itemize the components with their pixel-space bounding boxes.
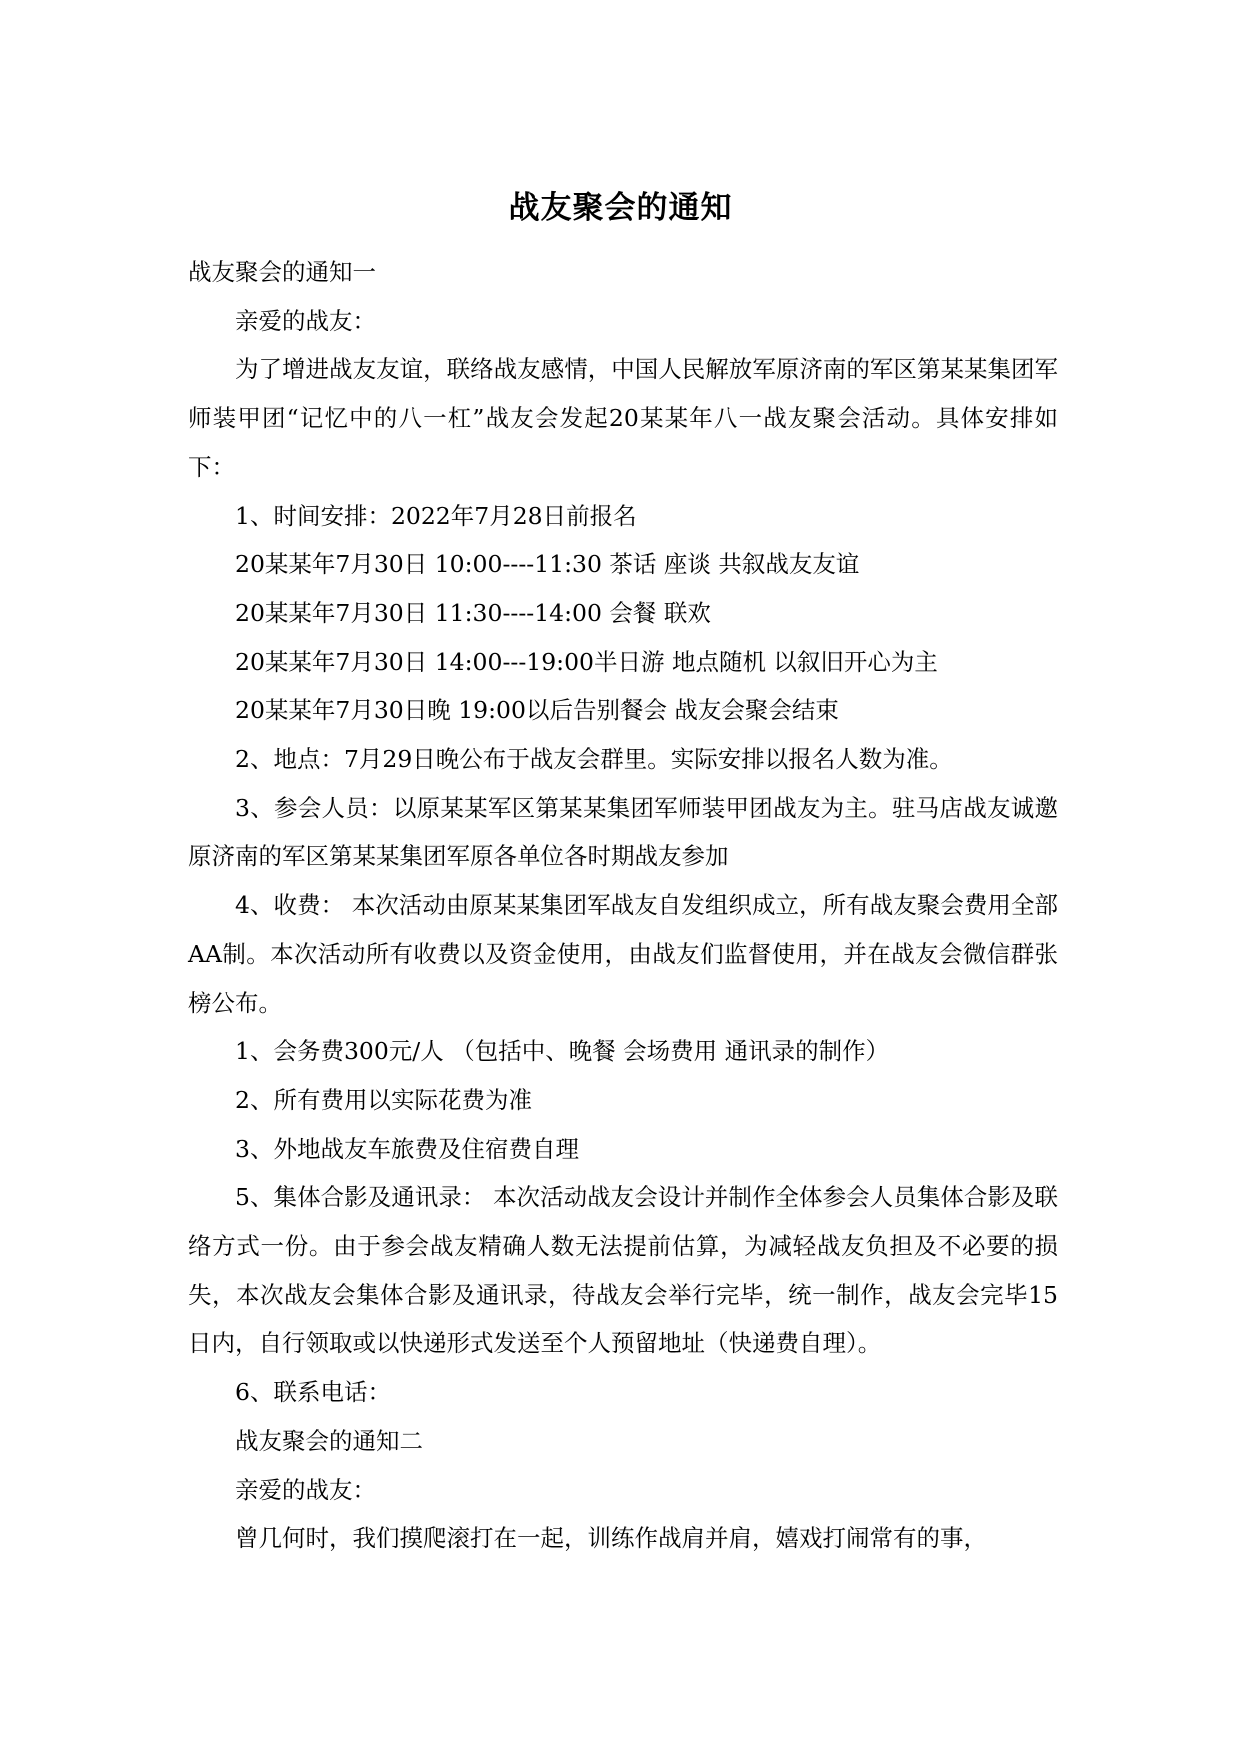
paragraph: 5、集体合影及通讯录： 本次活动战友会设计并制作全体参会人员集体合影及联络方式一份。由于参会战友精确人数无法提前估算，为减轻战友负担及不必要的损失，本次战友会集体合影及通讯录，待战友会举行完毕，统一制作，战友会完毕15日内，自行领取或以快递形式发送至个人预留地址（快递费自理）。 (188, 1183, 1058, 1358)
paragraph: 20某某年7月30日 14:00---19:00半日游 地点随机 以叙旧开心为主 (235, 647, 938, 676)
paragraph: 战友聚会的通知二 (235, 1426, 423, 1455)
paragraph: 亲爱的战友： (235, 306, 376, 335)
paragraph: 3、外地战友车旅费及住宿费自理 (235, 1134, 579, 1163)
paragraph: 战友聚会的通知一 (188, 258, 376, 286)
paragraph: 20某某年7月30日 10:00----11:30 茶话 座谈 共叙战友友谊 (235, 550, 860, 579)
paragraph: 2、地点：7月29日晚公布于战友会群里。实际安排以报名人数为准。 (235, 745, 953, 774)
paragraph: 20某某年7月30日晚 19:00以后告别餐会 战友会聚会结束 (235, 696, 839, 725)
paragraph: 曾几何时，我们摸爬滚打在一起，训练作战肩并肩，嬉戏打闹常有的事， (235, 1524, 987, 1553)
paragraph: 为了增进战友友谊，联络战友感情，中国人民解放军原济南的军区第某某集团军师装甲团“记忆中的八一杠”战友会发起20某某年八一战友聚会活动。具体安排如下： (188, 355, 1058, 481)
paragraph: 1、时间安排：2022年7月28日前报名 (235, 501, 637, 530)
document-body (188, 248, 1058, 1563)
paragraph: 4、收费： 本次活动由原某某集团军战友自发组织成立，所有战友聚会费用全部AA制。本次活动所有收费以及资金使用，由战友们监督使用，并在战友会微信群张榜公布。 (188, 891, 1058, 1017)
document-title: 战友聚会的通知 (508, 190, 733, 226)
paragraph: 6、联系电话： (235, 1378, 391, 1407)
paragraph: 3、参会人员：以原某某军区第某某集团军师装甲团战友为主。驻马店战友诚邀原济南的军区第某某集团军原各单位各时期战友参加 (188, 793, 1058, 871)
paragraph: 1、会务费300元/人 （包括中、晚餐 会场费用 通讯录的制作） (235, 1037, 890, 1066)
paragraph: 亲爱的战友： (235, 1475, 376, 1504)
paragraph: 20某某年7月30日 11:30----14:00 会餐 联欢 (235, 598, 711, 627)
paragraph: 2、所有费用以实际花费为准 (235, 1085, 532, 1114)
